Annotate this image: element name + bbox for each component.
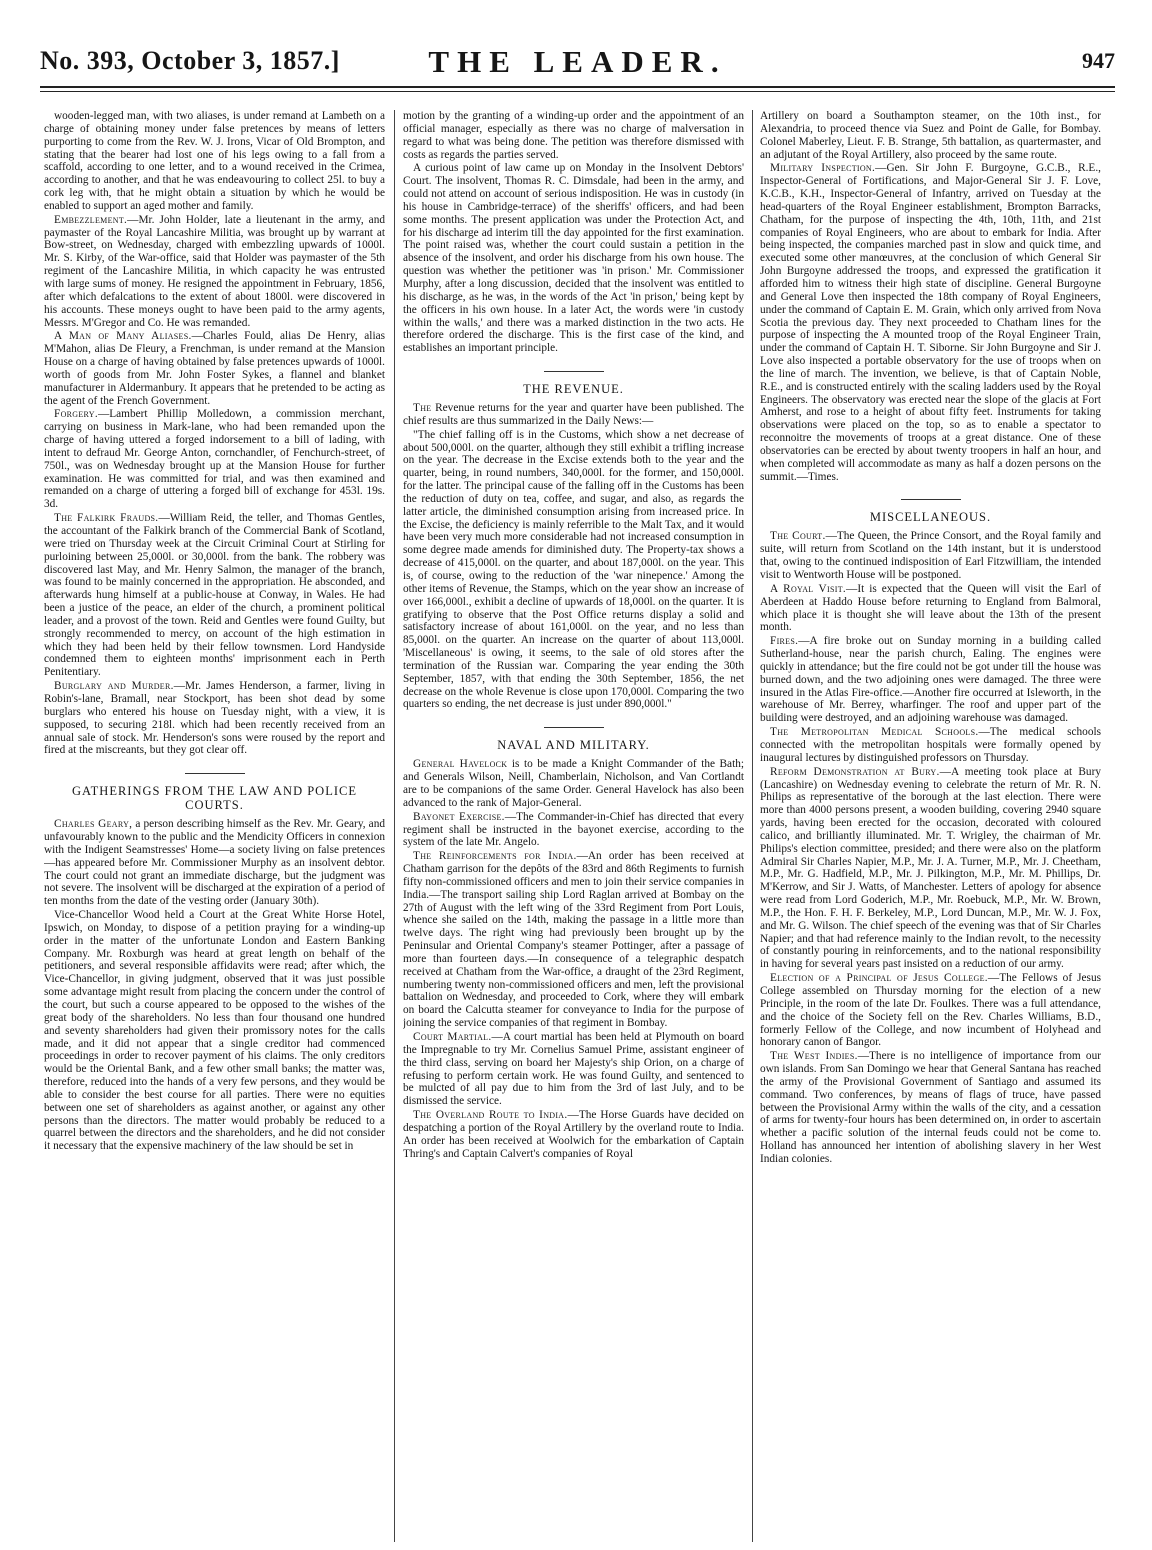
article-paragraph xyxy=(760,972,1101,1049)
paragraph-text: Revenue returns for the year and quarter have been published. The chief results are thus summarized in the Daily News:— xyxy=(403,402,744,427)
section-heading: MISCELLANEOUS. xyxy=(869,510,992,525)
section-rule xyxy=(544,371,604,372)
column-divider xyxy=(752,110,753,1542)
masthead-rule-thin xyxy=(40,91,1115,92)
section-rule xyxy=(544,727,604,728)
article-paragraph xyxy=(760,766,1101,972)
paragraph-text: "The chief falling off is in the Customs, which show a net decrease of about 500,000l. on the quarter, although they still exhibit a trifling increase on the year. The decrease in the Excise extends both to the year and the quarter, being, in round numbers, 340,000l. for the former, and 150,000l. for the latter. The principal cause of the falling off in the Customs has been the reduction of duty on tea, coffee, and sugar, and also, as regards the latter article, the diminished consumption arising from increased price. In the Excise, the deficiency is mainly referrible to the Malt Tax, and it would have been very much more considerable had not increased consumption in some degree made amends for diminished duty. The Property-tax shows a decrease of 415,000l. on the quarter, and about 187,000l. on the year. This is, of course, owing to the reduction of the 'war ninepence.' Among the other items of Revenue, the Stamps, which on the year show an increase of over 166,000l., exhibit a decline of upwards of 18,000l. on the quarter. It is gratifying to observe that the Post Office returns display a solid and satisfactory increase of about 161,000l. on the year, and no less than 85,000l. on the quarter. An increase on the quarter of about 113,000l. 'Miscellaneous' is owing, it seems, to the sale of old stores after the termination of the Russian war. Comparing the year ending the 30th September, 1857, with that ending the 30th September, 1856, the net decrease on the whole Revenue is close upon 170,000l. Comparing the two quarters so ending, the net decrease is just under 890,000l." xyxy=(403,428,744,711)
article-paragraph xyxy=(403,758,744,809)
article-paragraph xyxy=(760,583,1101,634)
article-paragraph xyxy=(403,1031,744,1108)
article-paragraph xyxy=(403,402,744,428)
paragraph-text: A curious point of law came up on Monday in the Insolvent Debtors' Court. The insolvent, Thomas R. C. Dimsdale, had been in the army, and could not attend on account of serious indisposition. He was in custody (in his house in Cambridge-terrace) of the sheriffs' officers, and had been some months. The present application was under the Protection Act, and for his discharge ad interim till the day appointed for the first examination. The point raised was, whether the court could sustain a petition in the absence of the insolvent, and order his discharge from his own house. The question was whether the petitioner was 'in prison.' Mr. Commissioner Murphy, after a long discussion, decided that the insolvent was entitled to his discharge, as he was, in the words of the Act 'in prison,' being kept by the officers in his own house. In a later Act, the words were 'in custody within the walls,' and there was a marked distinction in the two acts. He therefore ordered the discharge. This is the first case of the kind, and establishes an important principle. xyxy=(403,162,744,355)
paragraph-lead: Fires. xyxy=(770,635,799,648)
column-divider xyxy=(394,110,395,1542)
article-paragraph xyxy=(403,162,744,355)
section-rule xyxy=(185,773,245,774)
paragraph-text: is to be made a Knight Commander of the Bath; and Generals Wilson, Neill, Chamberlain, Nicholson, and Van Cortlandt are to be companions of the same Order. General Havelock has also been advanced to the rank of Major-General. xyxy=(403,758,744,809)
paragraph-text: wooden-legged man, with two aliases, is under remand at Lambeth on a charge of obtaining money under false pretences by means of letters purporting to come from the Rev. W. J. Irons, Vicar of Old Brompton, and stating that the bearer had lost one of his legs owing to a fall from a scaffold, according to one letter, and to a wound received in the Crimea, according to another, and that he was endeavouring to collect 25l. to buy a cork leg with, that he might obtain a situation by which he would be enabled to support an aged mother and family. xyxy=(44,110,385,212)
page-number: 947 xyxy=(1082,48,1115,73)
column-2 xyxy=(403,110,744,1542)
section-heading: THE REVENUE. xyxy=(523,382,624,397)
paragraph-text: —A fire broke out on Sunday morning in a building called Sutherland-house, near the parish church, Ealing. The engines were quickly in attendance; but the fire could not be got under till the house was burned down, and the two adjoining ones were damaged. The three were insured in the Atlas Fire-office.—Another fire occurred at Isleworth, in the warehouse of Mr. Berrey, wharfinger. The roof and upper part of the building were destroyed, and an adjoining warehouse was damaged. xyxy=(760,635,1101,725)
paragraph-text: —Charles Fould, alias De Henry, alias M'Mahon, alias De Fleury, a Frenchman, is under remand at the Mansion House on a charge of having obtained by false pretences upwards of 1000l. worth of goods from Mr. John Foster Sykes, a flannel and blanket manufacturer in Aldermanbury. It appears that he pretended to be acting as the agent of the French Government. xyxy=(44,330,385,407)
paragraph-text: —Mr. John Holder, late a lieutenant in the army, and paymaster of the Royal Lancashire Militia, was brought up by warrant at Bow-street, on Wednesday, charged with embezzling upwards of 1000l. Mr. S. Kirby, of the War-office, said that Holder was paymaster of the 5th regiment of the Lancashire Militia, in which capacity he was entrusted with large sums of money. He resigned the appointment in February, 1856, after which defalcations to the extent of about 1800l. were discovered in his accounts. These moneys ought to have been paid to the army agents, Messrs. M'Gregor and Co. He was remanded. xyxy=(44,213,385,329)
article-paragraph xyxy=(44,408,385,511)
article-paragraph xyxy=(760,726,1101,765)
paragraph-lead: Military Inspection. xyxy=(770,162,876,175)
issue-date: No. 393, October 3, 1857.] xyxy=(40,46,340,75)
paragraph-text: —The Commander-in-Chief has directed that every regiment shall be instructed in the bayonet exercise, according to the system of the late Mr. Angelo. xyxy=(403,810,744,849)
paragraph-text: Vice-Chancellor Wood held a Court at the Great White Horse Hotel, Ipswich, on Monday, to dispose of a petition praying for a winding-up order in the matter of the unfortunate London and Eastern Banking Company. Mr. Roxburgh was heard at great length on behalf of the petitioners, and several responsible affidavits were read; after which, the Vice-Chancellor, in giving judgment, observed that it was just possible some advantage might result from placing the concern under the control of the court, but such a course appeared to be opposed to the wishes of the great body of the shareholders. No less than four thousand one hundred and seventy shareholders had given their promissory notes for the calls made, and it did not appear that a single creditor had commenced proceedings in order to recover payment of his claims. The only creditors would be the Oriental Bank, and a few other small banks; the matter was, therefore, reduced into the hands of a very few persons, and they would be able to consider the best course for all parties. There were no equities between one set of shareholders as against another, or against any other persons than the directors. The matter would probably be reduced to a quarrel between the directors and the shareholders, and he did not consider it necessary that the expensive machinery of the law should be set in xyxy=(44,909,385,1153)
article-paragraph xyxy=(760,162,1101,483)
article-paragraph xyxy=(403,850,744,1030)
paragraph-lead: The Metropolitan Medical Schools. xyxy=(770,726,979,739)
paragraph-lead: Charles Geary, xyxy=(54,818,133,831)
article-paragraph xyxy=(44,680,385,757)
paragraph-text: Artillery on board a Southampton steamer, on the 10th inst., for Alexandria, to proceed thence via Suez and Point de Galle, for Bombay. Colonel Maberley, Lieut. F. B. Strange, 5th battalion, as quartermaster, and an adjutant of the Royal Artillery, also proceed by the same route. xyxy=(760,110,1101,161)
paragraph-lead: The Court. xyxy=(770,530,826,543)
paragraph-text: a person describing himself as the Rev. Mr. Geary, and unfavourably known to the public and the Mendicity Officers in connexion with the Indigent Seamstresses' Home—a society living on false pretences—has appeared before Mr. Commissioner Murphy as an insolvent debtor. The court could not grant an immediate discharge, but the judgment was not severe. The insolvent will be discharged at the expiration of a period of ten months from the date of the vesting order (January 30th). xyxy=(44,818,385,908)
paragraph-lead: Court Martial. xyxy=(413,1031,492,1043)
paragraph-text: —The Fellows of Jesus College assembled on Thursday morning for the election of a new Principle, in the room of the late Dr. Foulkes. There was a full attendance, and the choice of the Society fell on the Rev. Charles Williams, B.D., formerly Fellow of the College, and now incumbent of Holyhead and honorary canon of Bangor. xyxy=(760,972,1101,1049)
paragraph-lead: Forgery. xyxy=(54,408,98,421)
paragraph-text: —The Horse Guards have decided on despatching a portion of the Royal Artillery by the overland route to India. An order has been received at Woolwich for the embarkation of Captain Thring's and Captain Calvert's companies of Royal xyxy=(403,1109,744,1160)
paragraph-text: —An order has been received at Chatham garrison for the depôts of the 83rd and 86th Regiments to furnish fifty non-commissioned officers and men to join their service companies in India.—The transport sailing ship Lord Raglan arrived at Bombay on the 27th of August with the left wing of the 33rd Regiment from Port Louis, whence she sailed on the 14th, making the passage in a little more than twelve days. The right wing had previously been brought up by the Peninsular and Oriental Company's steamer Pottinger, after a passage of more than fourteen days.—In consequence of a telegraphic despatch received at Chatham from the War-office, a draught of the 23rd Regiment, numbering twenty non-commissioned officers and men, left the provisional battalion on Wednesday, and proceeded to Cork, where they will embark on board the Calcutta steamer for conveyance to India for the purpose of joining the service companies of that regiment in Bombay. xyxy=(403,850,744,1030)
paragraph-lead: A Royal Visit. xyxy=(770,582,847,595)
article-paragraph xyxy=(760,635,1101,725)
newspaper-title: THE LEADER. xyxy=(428,44,727,79)
article-paragraph xyxy=(760,1050,1101,1166)
masthead xyxy=(40,40,1115,80)
section-rule xyxy=(901,499,961,500)
article-paragraph xyxy=(403,110,744,161)
article-paragraph xyxy=(44,330,385,407)
paragraph-lead: Burglary and Murder. xyxy=(54,680,174,693)
paragraph-lead: A Man of Many Aliases. xyxy=(54,330,192,343)
column-3 xyxy=(760,110,1101,1542)
paragraph-text: —William Reid, the teller, and Thomas Gentles, the accountant of the Falkirk branch of the Commercial Bank of Scotland, were tried on Thursday week at the Circuit Criminal Court at Stirling for purloining between 25,000l. or 30,000l. from the bank. The robbery was discovered last May, and Mr. Henry Salmon, the manager of the branch, was found to be mainly concerned in the appropriation. He absconded, and afterwards hung himself at a public-house at Conway, in Wales. He had been a justice of the peace, an elder of the church, a prominent political leader, and a provost of the town. Reid and Gentles were found Guilty, but strongly recommended to mercy, on account of the high estimation in which they had been held by their fellow townsmen. Lord Handyside condemned them to eighteen months' imprisonment each in Perth Penitentiary. xyxy=(44,512,385,679)
paragraph-text: —Gen. Sir John F. Burgoyne, G.C.B., R.E., Inspector-General of Fortifications, and Major-General Sir J. F. Love, K.C.B., K.H., Inspector-General of Infantry, arrived on Tuesday at the head-quarters of the Royal Engineer establishment, Brompton Barracks, Chatham, for the purpose of inspecting the 4th, 10th, 11th, and 21st companies of Royal Engineers, who are about to embark for India. After being inspected, the companies marched past in slow and quick time, and executed some other manœuvres, at the conclusion of which General Sir John Burgoyne addressed the troops, and expressed the gratification it afforded him to witness their high state of discipline. General Burgoyne and General Love then inspected the 18th company of Royal Engineers, under the command of Captain E. M. Grain, which only arrived from Nova Scotia the previous day. They next proceeded to Chatham lines for the purpose of inspecting the A mounted troop of the Royal Engineer Train, under the command of Captain H. T. Siborne. Sir John Burgoyne and Sir J. Love also inspected a portable observatory for the use of troops when on the line of march. The invention, we believe, is that of Captain Noble, R.E., and is constructed entirely with the scaling ladders used by the Royal Engineers. The observatory was erected near the slope of the glacis at Fort Amherst, and rose to a height of about fifty feet. Instruments for taking observations were placed on the top, so as to enable a spectator to reconnoitre the movements of troops at a great distance. One of these observatories can be erected by about twenty troopers in half an hour, and when completed will accommodate as many as half a dozen persons on the summit.—Times. xyxy=(760,162,1101,483)
paragraph-lead: Bayonet Exercise. xyxy=(413,810,505,823)
paragraph-text: —Lambert Phillip Molledown, a commission merchant, carrying on business in Mark-lane, who had been remanded upon the charge of having uttered a forged indorsement to a bill of lading, with intent to defraud Mr. George Anton, cornchandler, of Fenchurch-street, of 750l., was on Wednesday brought up at the Mansion House for further examination. He was committed for trial, and was then examined and remanded on a charge of uttering a forged bill of exchange for 453l. 19s. 3d. xyxy=(44,408,385,511)
section-heading: GATHERINGS FROM THE LAW AND POLICE COURTS. xyxy=(72,784,357,813)
paragraph-lead: General Havelock xyxy=(413,758,508,771)
paragraph-lead: Reform Demonstration at Bury. xyxy=(770,765,940,778)
article-paragraph xyxy=(760,110,1101,161)
paragraph-lead: The Overland Route to India. xyxy=(413,1109,568,1122)
paragraph-text: —A meeting took place at Bury (Lancashire) on Wednesday evening to celebrate the return of Mr. R. N. Philips as representative of the borough at the last election. There were more than 4000 persons present, a wooden building, covering 2940 square yards, having been erected for the occasion, decorated with coloured calico, and brilliantly illuminated. Mr. T. Wrigley, the chairman of Mr. Philips's election committee, presided; and there were also on the platform Admiral Sir Charles Napier, M.P., Mr. J. A. Turner, M.P., Mr. J. Cheetham, M.P., Mr. G. Hadfield, M.P., Mr. J. Pilkington, M.P., Mr. M. Phillips, Dr. M'Kerrow, and Sir J. Watts, of Manchester. Letters of apology for absence were read from Lord Goderich, M.P., Mr. Roebuck, M.P., Mr. W. Brown, M.P., the Hon. F. H. F. Berkeley, M.P., Lord Duncan, M.P., Mr. W. J. Fox, and Mr. G. Wilson. The chief speech of the evening was that of Sir Charles Napier; and that had reference mainly to the Indian revolt, to the necessity of constantly pouring in reinforcements, and to the national responsibility in having for several years past insisted on a reduction of our army. xyxy=(760,765,1101,971)
paragraph-lead: Election of a Principal of Jesus College. xyxy=(770,972,988,985)
section-heading: NAVAL AND MILITARY. xyxy=(497,738,650,753)
paragraph-lead: The xyxy=(413,402,432,415)
paragraph-lead: The Falkirk Frauds. xyxy=(54,512,159,525)
paragraph-lead: Embezzlement. xyxy=(54,213,128,226)
paragraph-text: —There is no intelligence of importance from our own islands. From San Domingo we hear that General Santana has reached the army of the Provisional Government of Santiago and assumed its command. Two conferences, by means of flags of truce, have passed between the Provisional Army within the walls of the city, and a cessation of arms for twenty-four hours has been determined on, in order to ascertain whether a pacific solution of the internal feuds could not be come to. Holland has announced her intention of abolishing slavery in her West Indian colonies. xyxy=(760,1050,1101,1165)
article-paragraph xyxy=(403,811,744,850)
column-1 xyxy=(44,110,385,1542)
article-paragraph xyxy=(44,214,385,330)
paragraph-text: motion by the granting of a winding-up order and the appointment of an official manager, especially as there was no charge of malversation in regard to what was being done. The petition was therefore dismissed with costs as regards the parties served. xyxy=(403,110,744,161)
article-paragraph xyxy=(44,512,385,679)
paragraph-lead: The West Indies. xyxy=(770,1050,858,1063)
article-paragraph xyxy=(403,1109,744,1160)
paragraph-text: —Mr. James Henderson, a farmer, living in Robin's-lane, Bramall, near Stockport, has been shot dead by some burglars who entered his house on Tuesday night, with a view, it is supposed, to securing 218l. which had been recently received from an annual sale of stock. Mr. Henderson's sons were roused by the report and fired at the miscreants, but they got clear off. xyxy=(44,680,385,757)
paragraph-text: —The medical schools connected with the metropolitan hospitals were formally opened by inaugural lectures by distinguished professors on Thursday. xyxy=(760,726,1101,764)
masthead-rule xyxy=(40,86,1115,88)
paragraph-text: —It is expected that the Queen will visit the Earl of Aberdeen at Haddo House before returning to England from Balmoral, which place it is thought she will leave about the 13th of the present month. xyxy=(760,582,1101,634)
paragraph-text: —The Queen, the Prince Consort, and the Royal family and suite, will return from Scotland on the 14th instant, but it is understood that, owing to the continued indisposition of Earl Fitzwilliam, the intended visit to Wentworth House will be postponed. xyxy=(760,530,1101,581)
article-paragraph xyxy=(760,530,1101,581)
article-paragraph xyxy=(44,909,385,1153)
paragraph-lead: The Reinforcements for India. xyxy=(413,850,577,863)
article-paragraph xyxy=(44,110,385,213)
article-paragraph xyxy=(403,429,744,712)
paragraph-text: —A court martial has been held at Plymouth on board the Impregnable to try Mr. Cornelius Samuel Prime, assistant engineer of the third class, serving on board her Majesty's ship Orion, on a charge of refusing to perform certain work. He was found Guilty, and sentenced to be mulcted of all pay due to him from the 3rd of last July, and to be dismissed the service. xyxy=(403,1031,744,1108)
article-paragraph xyxy=(44,818,385,908)
